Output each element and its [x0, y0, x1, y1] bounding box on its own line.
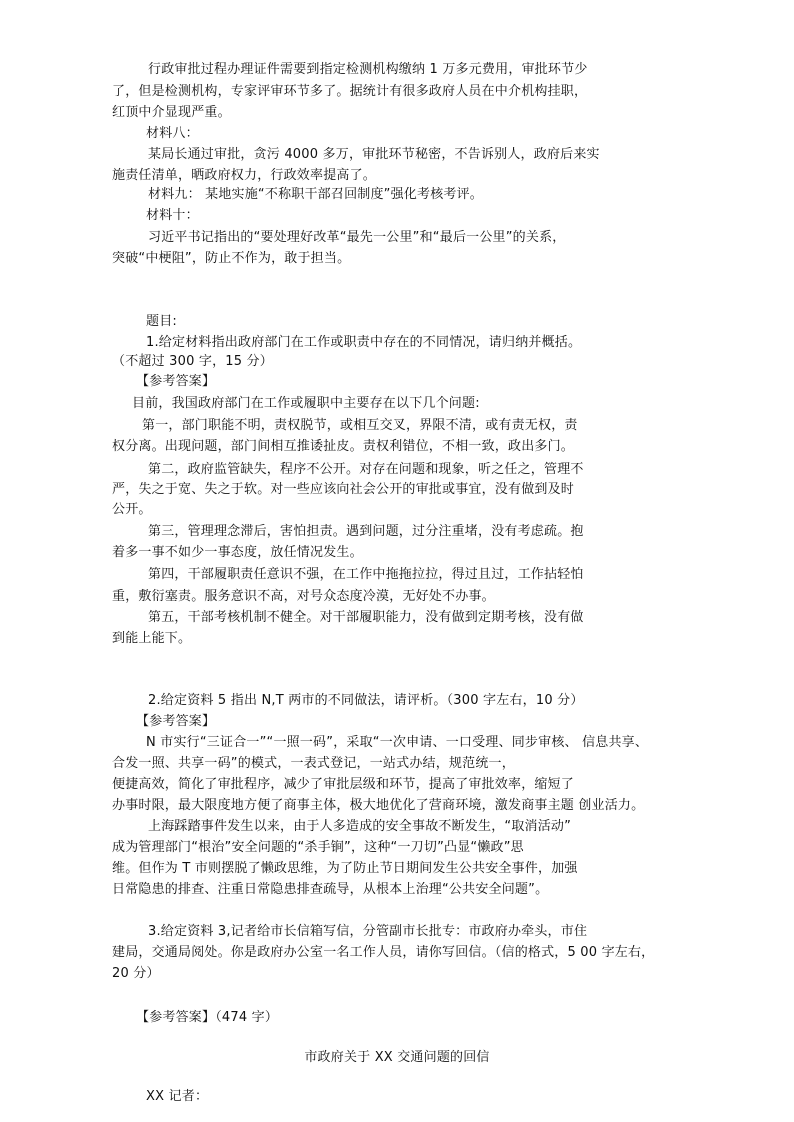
answer-line: 严，失之于宽、失之于软。对一些应该向社会公开的审批或事宜，没有做到及时 [112, 482, 575, 497]
question-text: 建局，交通局阅处。你是政府办公室一名工作人员，请你写回信。（信的格式，5 00 字左右， [112, 945, 655, 960]
answer-line: 目前，我国政府部门在工作或履职中主要存在以下几个问题: [132, 396, 480, 411]
paragraph-line: 行政审批过程办理证件需要到指定检测机构缴纳 1 万多元费用，审批环节少 [148, 62, 588, 77]
answer-heading: 【参考答案】 [136, 374, 216, 389]
answer-line: 着多一事不如少一事态度，放任情况发生。 [112, 545, 363, 560]
paragraph-line: 某局长通过审批，贪污 4000 多万，审批环节秘密，不告诉别人，政府后来实 [148, 147, 600, 162]
answer-heading: 【参考答案】 [136, 714, 216, 729]
paragraph-line: 红顶中介显现严重。 [112, 105, 231, 120]
answer-line: 公开。 [112, 502, 152, 517]
material-heading: 材料八： [146, 126, 199, 141]
question-text: 20 分） [112, 966, 160, 981]
question-text: 2.给定资料 5 指出 N,T 两市的不同做法，请评析。（300 字左右，10 分） [148, 693, 584, 708]
answer-line: 到能上能下。 [112, 631, 192, 646]
answer-line: 第三，管理理念滞后，害怕担责。遇到问题，过分注重堵，没有考虑疏。抱 [148, 524, 584, 539]
answer-line: 权分离。出现问题，部门间相互推诿扯皮。责权利错位，不相一致，政出多门。 [112, 439, 575, 454]
question-text: （不超过 300 字，15 分） [112, 354, 273, 369]
question-heading: 题目: [146, 314, 177, 329]
answer-line: 第四，干部履职责任意识不强，在工作中拖拖拉拉，得过且过，工作拈轻怕 [148, 567, 584, 582]
paragraph-line: 突破“中梗阻”，防止不作为，敢于担当。 [112, 251, 351, 266]
letter-title: 市政府关于 XX 交通问题的回信 [304, 1050, 490, 1065]
material-heading: 材料九： 某地实施“不称职干部召回制度”强化考核考评。 [148, 187, 484, 202]
answer-line: N 市实行“三证合一”“一照一码”，采取“一次申请、一口受理、同步审核、 信息共享、 [146, 735, 649, 750]
answer-line: 第二，政府监管缺失，程序不公开。对存在问题和现象，听之任之，管理不 [148, 462, 584, 477]
answer-line: 日常隐患的排查、注重日常隐患排查疏导，从根本上治理“公共安全问题”。 [112, 882, 549, 897]
answer-line: 维。但作为 T 市则摆脱了懒政思维，为了防止节日期间发生公共安全事件，加强 [112, 861, 578, 876]
answer-line: 办事时限，最大限度地方便了商事主体，极大地优化了营商环境，激发商事主题 创业活力。 [112, 798, 645, 813]
answer-line: 第一，部门职能不明，责权脱节，或相互交叉，界限不清，或有责无权，责 [142, 418, 578, 433]
paragraph-line: 习近平书记指出的“要处理好改革“最先一公里”和“最后一公里”的关系， [148, 230, 566, 245]
question-text: 1.给定材料指出政府部门在工作或职责中存在的不同情况，请归纳并概括。 [146, 335, 582, 350]
answer-heading: 【参考答案】（474 字） [136, 1010, 279, 1025]
answer-line: 成为管理部门“根治”安全问题的“杀手锏”，这种“一刀切”凸显“懒政”思 [112, 840, 524, 855]
letter-salutation: XX 记者： [146, 1089, 209, 1104]
paragraph-line: 了，但是检测机构，专家评审环节多了。据统计有很多政府人员在中介机构挂职， [112, 84, 588, 99]
question-text: 3.给定资料 3,记者给市长信箱写信，分管副市长批专：市政府办牵头，市住 [148, 924, 588, 939]
answer-line: 合发一照、共享一码”的模式，一表式登记，一站式办结，规范统一， [112, 756, 515, 771]
answer-line: 上海踩踏事件发生以来，由于人多造成的安全事故不断发生，“取消活动” [148, 819, 572, 834]
answer-line: 重，敷衍塞责。服务意识不高，对号众态度冷漠，无好处不办事。 [112, 589, 495, 604]
answer-line: 便捷高效，简化了审批程序，减少了审批层级和环节，提高了审批效率，缩短了 [112, 777, 575, 792]
paragraph-line: 施责任清单，晒政府权力，行政效率提高了。 [112, 168, 377, 183]
material-heading: 材料十： [146, 208, 199, 223]
answer-line: 第五，干部考核机制不健全。对干部履职能力，没有做到定期考核，没有做 [148, 610, 584, 625]
